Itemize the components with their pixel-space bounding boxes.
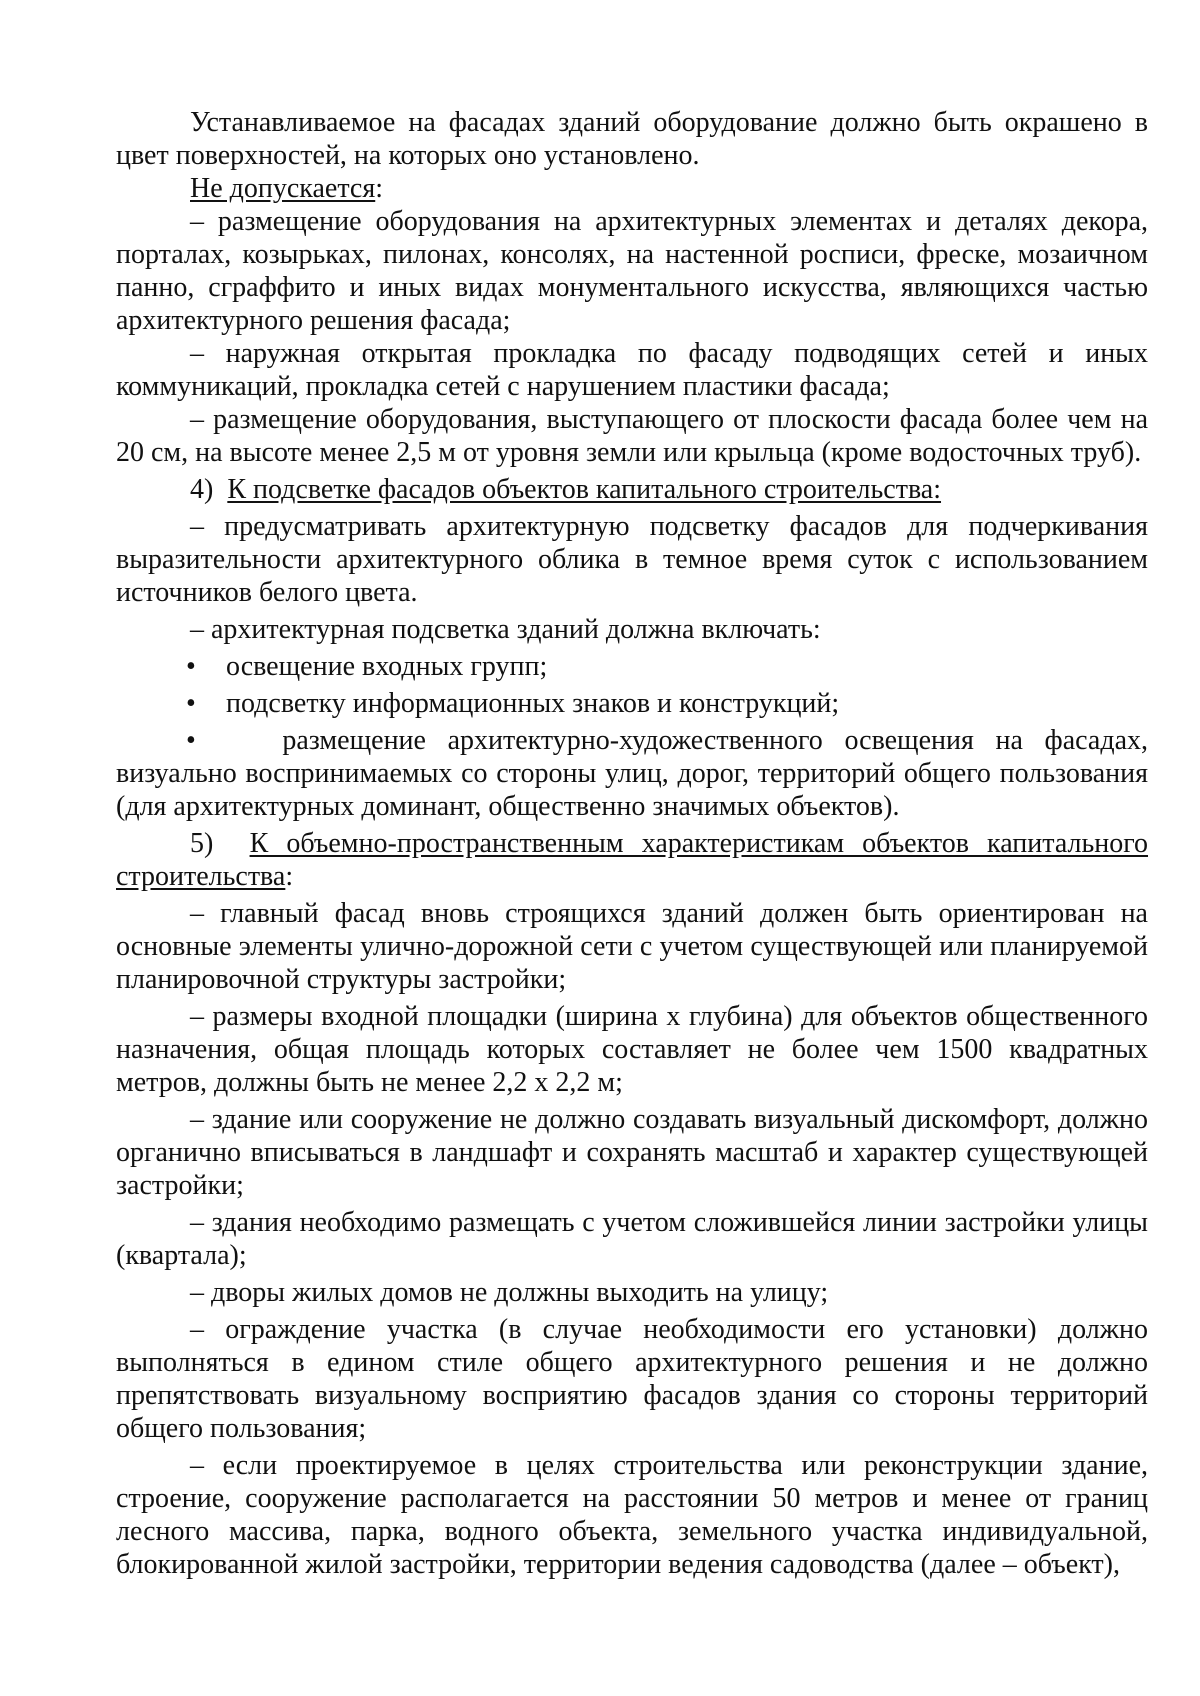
section-heading-5 [116, 827, 1148, 893]
section-title-4: К подсветке фасадов объектов капитального строительства: [227, 474, 942, 505]
paragraph-entrance-size: – размеры входной площадки (ширина х глубина) для объектов общественного назначения, общая площадь которых составляет не более чем 1500 квадратных метров, должны быть не менее 2,2 х 2,2 м; [116, 1001, 1148, 1098]
bullet-mark: • [186, 651, 196, 682]
section-number-4: 4) [190, 474, 214, 505]
paragraph-prohibition-protrusion: – размещение оборудования, выступающего от плоскости фасада более чем на 20 см, на высоте менее 2,5 м от уровня земли или крыльца (кроме водосточных труб). [116, 404, 1148, 468]
paragraph-courtyards: – дворы жилых домов не должны выходить на улицу; [190, 1277, 829, 1308]
paragraph-equipment-color: Устанавливаемое на фасадах зданий оборудование должно быть окрашено в цвет поверхностей, на которых оно установлено. [116, 107, 1148, 171]
paragraph-main-facade: – главный фасад вновь строящихся зданий должен быть ориентирован на основные элементы улично-дорожной сети с учетом существующей или планируемой планировочной структуры застройки; [116, 898, 1148, 995]
bullet-mark: • [186, 688, 196, 719]
bullet-text-facade-lighting: размещение архитектурно-художественного освещения на фасадах, визуально воспринимаемых со стороны улиц, дорог, территорий общего пользования (для архитектурных доминант, общественно значимых объектов). [116, 725, 1148, 822]
section-title-5: К объемно-пространственным характеристикам объектов капитального строительства [116, 828, 1149, 892]
document-page [116, 106, 1148, 1581]
section-heading-4 [116, 473, 1148, 506]
bullet-text-signs: подсветку информационных знаков и конструкций; [226, 688, 840, 719]
not-allowed-colon: : [375, 173, 384, 204]
paragraph-lighting-provide: – предусматривать архитектурную подсветку фасадов для подчеркивания выразительности архитектурного облика в темное время суток с использованием источников белого цвета. [116, 511, 1148, 608]
bullet-text-entrance: освещение входных групп; [226, 651, 548, 682]
bullet-item-entrance [116, 650, 1148, 683]
bullet-mark: • [186, 725, 196, 756]
bullet-item-signs [116, 687, 1148, 720]
paragraph-building-line: – здания необходимо размещать с учетом сложившейся линии застройки улицы (квартала); [116, 1207, 1148, 1271]
paragraph-distance-50m: – если проектируемое в целях строительства или реконструкции здание, строение, сооружение располагается на расстоянии 50 метров и менее от границ лесного массива, парка, водного объекта, земельного участка индивидуальной, блокированной жилой застройки, территории ведения садоводства (далее – объект), [116, 1450, 1148, 1580]
paragraph-prohibition-decor: – размещение оборудования на архитектурных элементах и деталях декора, порталах, козырьках, пилонах, консолях, на настенной росписи, фреске, мозаичном панно, сграффито и иных видах монументального искусства, являющихся частью архитектурного решения фасада; [116, 206, 1148, 336]
bullet-item-facade-lighting [116, 724, 1148, 823]
paragraph-fencing: – ограждение участка (в случае необходимости его установки) должно выполняться в едином стиле общего архитектурного решения и не должно препятствовать визуальному восприятию фасадов здания со стороны территорий общего пользования; [116, 1314, 1148, 1444]
not-allowed-heading: Не допускается [190, 173, 376, 204]
paragraph-lighting-include: – архитектурная подсветка зданий должна включать: [190, 614, 821, 645]
section-title-5-colon: : [285, 861, 294, 892]
paragraph-prohibition-networks: – наружная открытая прокладка по фасаду подводящих сетей и иных коммуникаций, прокладка сетей с нарушением пластики фасада; [116, 338, 1148, 402]
section-number-5: 5) [190, 828, 214, 859]
paragraph-not-allowed [116, 172, 1148, 205]
paragraph-visual-comfort: – здание или сооружение не должно создавать визуальный дискомфорт, должно органично вписываться в ландшафт и сохранять масштаб и характер существующей застройки; [116, 1104, 1148, 1201]
